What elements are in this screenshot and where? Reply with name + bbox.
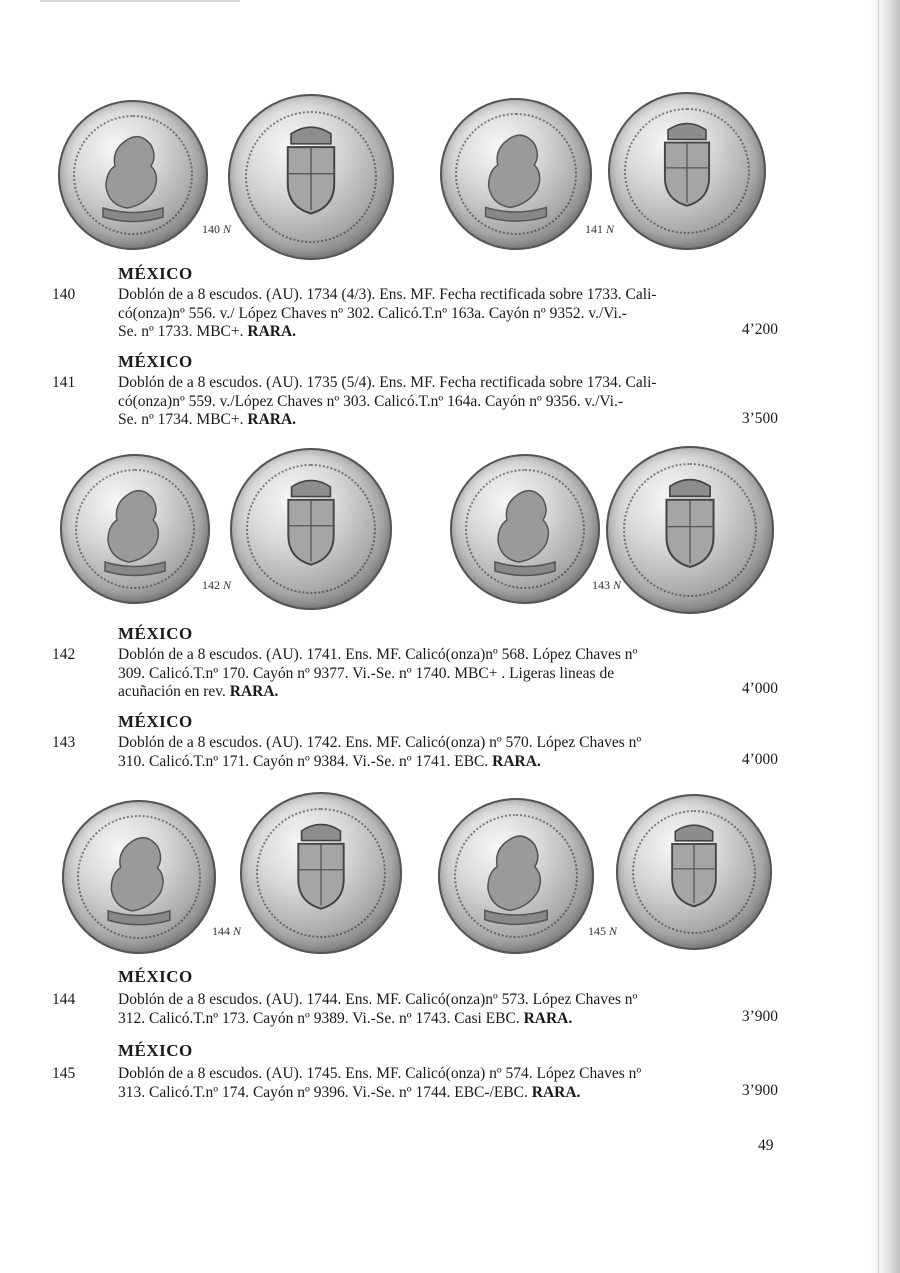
lot-price: 4’200 [741,321,778,338]
lot-description: Doblón de a 8 escudos. (AU). 1735 (5/4). Ens. MF. Fecha rectificada sobre 1734. Cali- có(onza)nº 559. v./López Chaves nº 303. Calicó.T.nº 164a. Cayón nº 9356. v./Vi.- Se. nº 1734. MBC+. RARA. [118,374,657,428]
bust-icon [62,800,216,954]
coin-141-reverse [608,92,766,250]
lot-description: Doblón de a 8 escudos. (AU). 1742. Ens. MF. Calicó(onza) nº 570. López Chaves nº 310. Calicó.T.nº 171. Cayón nº 9384. Vi.-Se. nº 1741. EBC. RARA. [118,734,642,770]
region-heading: MÉXICO [118,1041,193,1060]
lot-number: 144 [52,991,76,1008]
rarity-label: RARA. [492,752,541,770]
lot-number: 142 [52,646,76,663]
lot-description: Doblón de a 8 escudos. (AU). 1745. Ens. MF. Calicó(onza) nº 574. López Chaves nº 313. Calicó.T.nº 174. Cayón nº 9396. Vi.-Se. nº 1744. EBC-/EBC. RARA. [118,1065,642,1101]
shield-icon [608,92,766,250]
lot-number: 140 [52,286,76,303]
lot-description: Doblón de a 8 escudos. (AU). 1744. Ens. MF. Calicó(onza)nº 573. López Chaves nº 312. Calicó.T.nº 173. Cayón nº 9389. Vi.-Se. nº 1743. Casi EBC. RARA. [118,991,638,1027]
lot-price: 4’000 [741,751,778,768]
coin-140-obverse [58,100,208,250]
lot-price: 3’900 [741,1008,778,1025]
bust-icon [438,798,594,954]
coin-row-3 [0,788,880,963]
shield-icon [228,94,394,260]
lot-price: 3’500 [741,410,778,427]
coin-141-obverse [440,98,592,250]
coin-row-1 [0,88,880,263]
bust-icon [60,454,210,604]
page-number: 49 [758,1137,774,1154]
shield-icon [606,446,774,614]
coin-label-142: 142 N [202,578,232,592]
bust-icon [58,100,208,250]
lot-description: Doblón de a 8 escudos. (AU). 1734 (4/3). Ens. MF. Fecha rectificada sobre 1733. Cali- có(onza)nº 556. v./ López Chaves nº 302. Calicó.T.nº 163a. Cayón nº 9352. v./Vi.- Se. nº 1733. MBC+. RARA. [118,286,657,340]
rarity-label: RARA. [247,411,297,428]
rarity-label: RARA. [247,323,297,340]
bust-icon [450,454,600,604]
region-heading: MÉXICO [118,352,193,371]
lot-price: 4’000 [741,680,778,697]
coin-144-reverse [240,792,402,954]
bust-icon [440,98,592,250]
region-heading: MÉXICO [118,712,193,731]
region-heading: MÉXICO [118,264,193,283]
coin-142-obverse [60,454,210,604]
coin-143-reverse [606,446,774,614]
lot-description: Doblón de a 8 escudos. (AU). 1741. Ens. MF. Calicó(onza)nº 568. López Chaves nº 309. Calicó.T.nº 170. Cayón nº 9377. Vi.-Se. nº 1740. MBC+ . Ligeras lineas de acuñación en rev. RARA. [118,646,638,700]
shield-icon [240,792,402,954]
coin-142-reverse [230,448,392,610]
region-heading: MÉXICO [118,624,193,643]
lot-number: 143 [52,734,76,751]
coin-140-reverse [228,94,394,260]
shield-icon [230,448,392,610]
top-rule [40,0,240,2]
region-heading: MÉXICO [118,967,193,986]
coin-143-obverse [450,454,600,604]
rarity-label: RARA. [229,683,279,700]
coin-label-143: 143 N [592,578,622,592]
coin-label-141: 141 N [585,222,615,236]
lot-number: 145 [52,1065,76,1082]
coin-row-2 [0,440,880,615]
rarity-label: RARA. [523,1009,573,1027]
lot-price: 3’900 [741,1082,778,1099]
coin-label-145: 145 N [588,924,618,938]
coin-label-144: 144 N [212,924,242,938]
lot-number: 141 [52,374,76,391]
coin-label-140: 140 N [202,222,232,236]
coin-145-reverse [616,794,772,950]
coin-144-obverse [62,800,216,954]
coin-145-obverse [438,798,594,954]
rarity-label: RARA. [531,1083,581,1101]
shield-icon [616,794,772,950]
